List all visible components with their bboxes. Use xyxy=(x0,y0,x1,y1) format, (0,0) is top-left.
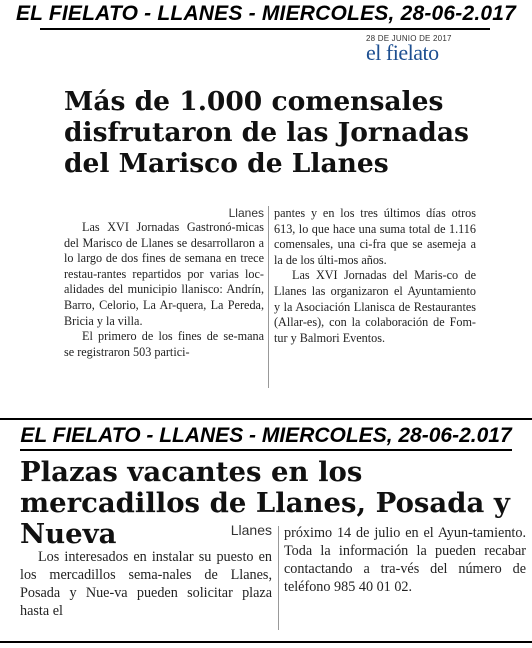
article2-headline: Plazas vacantes en los mercadillos de Llanes, Posada y Nueva xyxy=(20,456,510,551)
column-divider xyxy=(268,206,269,388)
article1-column-left xyxy=(64,206,264,360)
masthead-date: 28 DE JUNIO DE 2017 xyxy=(366,34,452,43)
article2-location: Llanes xyxy=(230,522,272,538)
article1-headline: Más de 1.000 comensales disfrutaron de las Jornadas del Marisco de Llanes xyxy=(64,86,469,179)
bottom-border xyxy=(0,641,532,643)
clipping-banner-bottom: EL FIELATO - LLANES - MIERCOLES, 28-06-2.017 xyxy=(20,424,512,447)
banner-underline-bottom xyxy=(20,449,512,451)
article1-paragraph: pantes y en los tres últimos días otros 613, lo que hace una suma total de 1.116 comensales, una ci-fra que se asemeja a la de los últi-mos años. xyxy=(274,206,476,267)
article1-paragraph: Las XVI Jornadas del Maris-co de Llanes las organizaron el Ayuntamiento y la Asociación Llanisca de Restaurantes (Allar-es), con la colaboración de Fom-tur y Balmori Eventos. xyxy=(274,268,476,345)
clipping-separator xyxy=(0,418,532,420)
article1-column-right xyxy=(274,206,476,346)
column-divider xyxy=(278,526,279,630)
article2-column-right xyxy=(284,524,526,596)
article1-location: Llanes xyxy=(228,206,264,220)
masthead-logo: el fielato xyxy=(366,40,439,65)
article1-paragraph: El primero de los fines de se-mana se registraron 503 partici- xyxy=(64,329,264,359)
article2-paragraph: próximo 14 de julio en el Ayun-tamiento. Toda la información la pueden recabar contactando a tra-vés del número de teléfono 985 40 01 02. xyxy=(284,525,526,595)
article1-paragraph: Las XVI Jornadas Gastronó-micas del Marisco de Llanes se desarrollaron a lo largo de dos fines de semana en trece restau-rantes repartidos por varias loc-alidades del municipio llanisco: Andrín, Barro, Celorio, La Ar-quera, La Pereda, Bricia y la villa. xyxy=(64,220,264,328)
banner-underline-top xyxy=(40,28,490,30)
article2-column-left xyxy=(20,522,272,620)
article2-paragraph: Los interesados en instalar su puesto en los mercadillos sema-nales de Llanes, Posada y Nue-va pueden solicitar plaza hasta el xyxy=(20,549,272,619)
clipping-banner-top: EL FIELATO - LLANES - MIERCOLES, 28-06-2.017 xyxy=(15,2,517,25)
